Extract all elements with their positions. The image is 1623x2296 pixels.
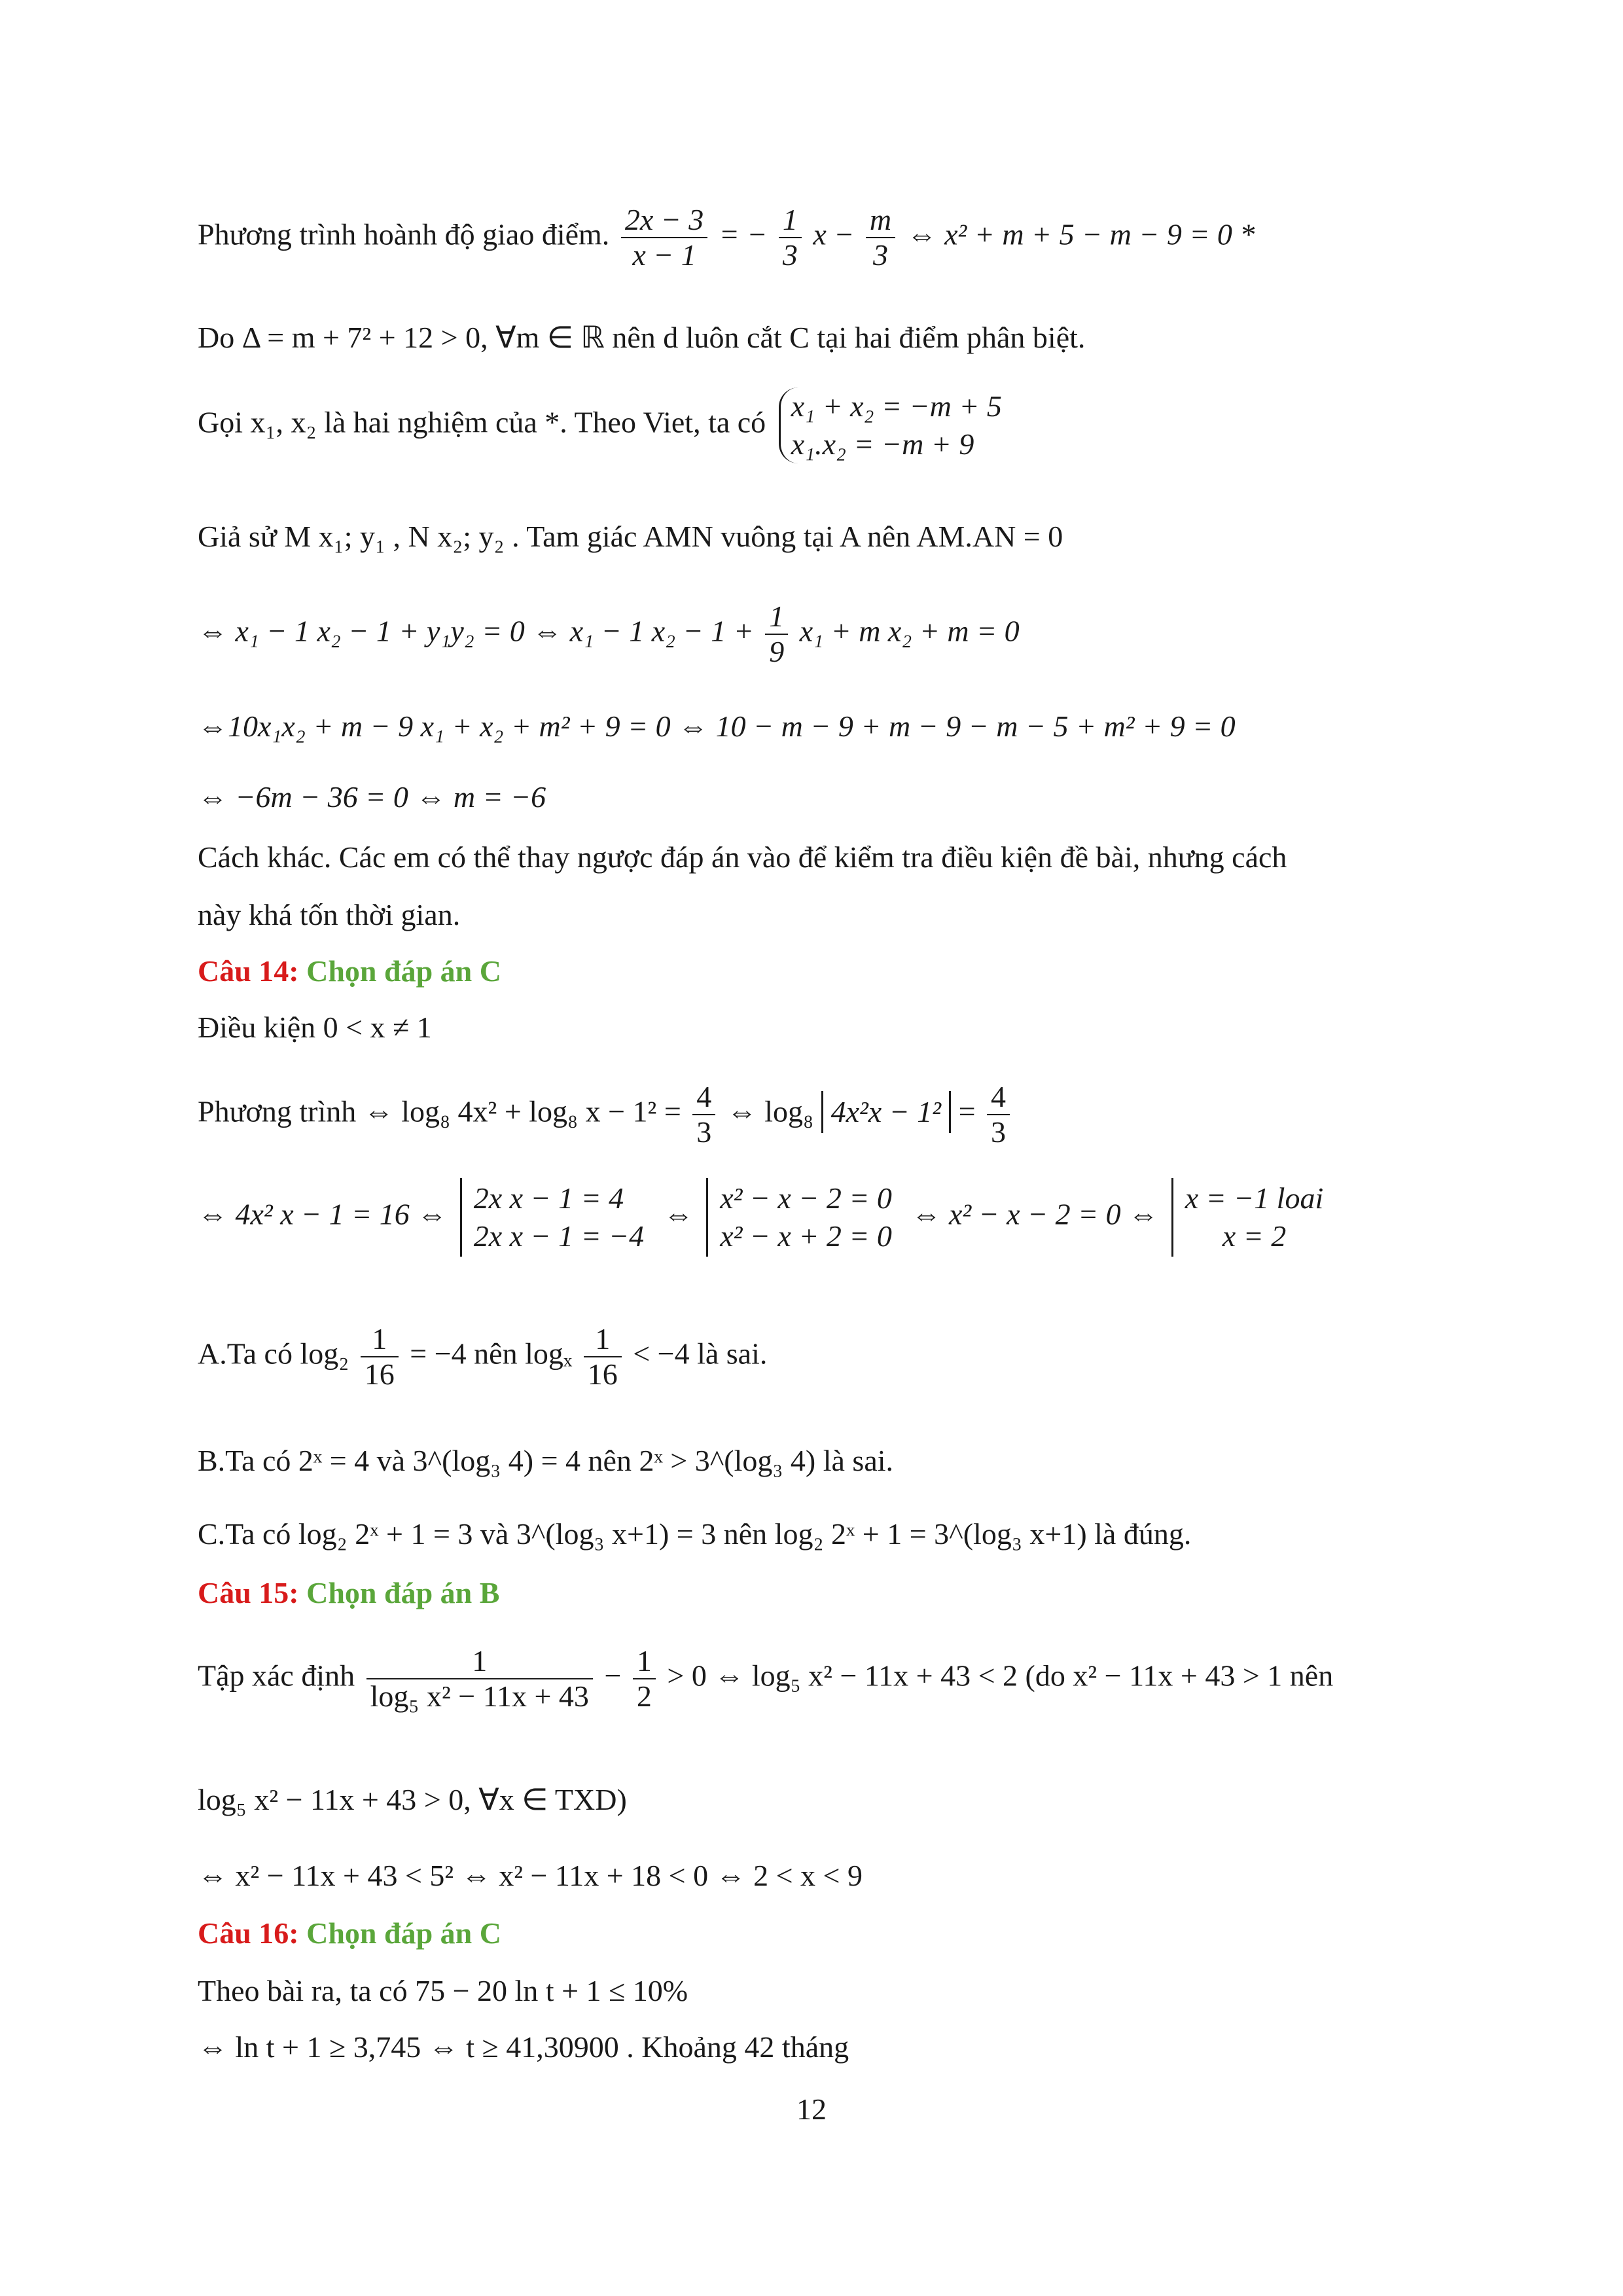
fraction (633, 1644, 656, 1713)
math-text: ⇔ x² − x − 2 = 0 ⇔ (911, 1197, 1159, 1231)
fraction-denominator: x − 1 (632, 238, 696, 272)
fraction (866, 203, 895, 272)
fraction-numerator: 4 (987, 1080, 1010, 1115)
case-bracket (1171, 1178, 1330, 1257)
math-text: ⇔ (663, 1197, 694, 1231)
question-14-header (198, 953, 501, 990)
math-text: = (958, 1094, 976, 1128)
fraction (779, 203, 802, 272)
fraction-denominator: 16 (587, 1357, 618, 1391)
answer-label: Chọn đáp án C (306, 1916, 501, 1950)
question-number: Câu 14: (198, 954, 299, 988)
result-line: ⇔ −6m − 36 = 0 ⇔ m = −6 (198, 780, 546, 814)
alternative-note-line: Cách khác. Các em có thể thay ngược đáp án vào để kiểm tra điều kiện đề bài, nhưng cách (198, 840, 1287, 874)
math-text: = − (719, 217, 768, 251)
math-text: x − (813, 217, 855, 251)
math-text: < −4 là sai. (633, 1336, 768, 1371)
fraction (621, 203, 707, 272)
fraction-denominator: 3 (782, 238, 798, 272)
fraction-denominator: 3 (991, 1115, 1007, 1149)
fraction-denominator: 2 (636, 1679, 652, 1713)
page-number: 12 (796, 2092, 827, 2126)
fraction-numerator: m (866, 203, 895, 238)
log-equation-line (198, 1080, 1014, 1149)
fraction-denominator: log₅ x² − 11x + 43 (370, 1679, 589, 1713)
domain-line (198, 1644, 1333, 1713)
math-text: x₁ + m x₂ + m = 0 (799, 614, 1020, 648)
case-bracket (460, 1178, 651, 1257)
fraction-numerator: 1 (584, 1322, 622, 1357)
case-row: x² − x + 2 = 0 (720, 1219, 892, 1253)
bracket-expression: 4x²x − 1² (821, 1091, 951, 1133)
fraction (366, 1644, 593, 1713)
math-text: − (604, 1659, 622, 1693)
math-text: ⇔ x² + m + 5 − m − 9 = 0 * (906, 217, 1255, 251)
case-row: x² − x − 2 = 0 (720, 1181, 892, 1215)
system-row: x₁.x₂ = −m + 9 (791, 427, 974, 461)
viet-intro: Gọi x₁, x₂ là hai nghiệm của *. Theo Viet, ta có (198, 405, 766, 439)
fraction (765, 600, 788, 669)
fraction-numerator: 1 (366, 1644, 593, 1679)
fraction-numerator: 4 (692, 1080, 715, 1115)
case-row: 2x x − 1 = −4 (473, 1219, 645, 1253)
inequality-line: ⇔ x² − 11x + 43 < 5² ⇔ x² − 11x + 18 < 0 ⇔ 2 < x < 9 (198, 1859, 863, 1892)
fraction-numerator: 1 (779, 203, 802, 238)
fraction (361, 1322, 399, 1391)
case-bracket (706, 1178, 899, 1257)
math-text: A.Ta có log₂ (198, 1336, 349, 1371)
problem-setup-line: Theo bài ra, ta có 75 − 20 ln t + 1 ≤ 10% (198, 1974, 688, 2007)
fraction (987, 1080, 1010, 1149)
question-number: Câu 16: (198, 1916, 299, 1950)
viet-line (198, 387, 1002, 463)
case-row: 2x x − 1 = 4 (473, 1181, 624, 1215)
fraction-numerator: 1 (633, 1644, 656, 1679)
math-text: Tập xác định (198, 1659, 355, 1693)
fraction-denominator: 3 (872, 238, 888, 272)
option-c-line: C.Ta có log₂ 2ˣ + 1 = 3 và 3^(log₃ x+1) = 3 nên log₂ 2ˣ + 1 = 3^(log₃ x+1) là đúng. (198, 1517, 1192, 1551)
fraction-denominator: 16 (364, 1357, 395, 1391)
option-b-line: B.Ta có 2ˣ = 4 và 3^(log₃ 4) = 4 nên 2ˣ > 3^(log₃ 4) là sai. (198, 1444, 894, 1477)
math-text: ⇔ x₁ − 1 x₂ − 1 + y₁y₂ = 0 ⇔ x₁ − 1 x₂ − 1 + (198, 614, 754, 648)
alternative-note-line: này khá tốn thời gian. (198, 898, 461, 931)
fraction-denominator: 9 (769, 635, 785, 668)
equation-line (198, 600, 1020, 669)
domain-note-line: log₅ x² − 11x + 43 > 0, ∀x ∈ TXD) (198, 1783, 627, 1816)
case-row: x = −1 loai (1185, 1181, 1324, 1215)
intersection-equation-line (198, 203, 1255, 272)
equation-line: ⇔10x₁x₂ + m − 9 x₁ + x₂ + m² + 9 = 0 ⇔ 10 − m − 9 + m − 9 − m − 5 + m² + 9 = 0 (198, 709, 1236, 743)
condition-line: Điều kiện 0 < x ≠ 1 (198, 1011, 432, 1044)
fraction (584, 1322, 622, 1391)
math-text: > 0 ⇔ log₅ x² − 11x + 43 < 2 (do x² − 11x + 43 > 1 nên (667, 1659, 1334, 1693)
fraction (692, 1080, 715, 1149)
question-15-header (198, 1575, 499, 1611)
fraction-numerator: 1 (765, 600, 788, 635)
math-text: = −4 nên logₓ (410, 1336, 573, 1371)
answer-label: Chọn đáp án B (306, 1576, 500, 1609)
system-row: x₁ + x₂ = −m + 5 (791, 389, 1002, 423)
case-row: x = 2 (1222, 1219, 1287, 1253)
option-a-line (198, 1322, 767, 1391)
math-text: ⇔ 4x² x − 1 = 16 ⇔ (198, 1197, 448, 1231)
intersection-intro: Phương trình hoành độ giao điểm. (198, 217, 610, 251)
question-16-header (198, 1915, 501, 1952)
solution-line: ⇔ ln t + 1 ≥ 3,745 ⇔ t ≥ 41,30900 . Khoảng 42 tháng (198, 2030, 849, 2064)
fraction-numerator: 1 (361, 1322, 399, 1357)
case-analysis-line (198, 1178, 1335, 1257)
question-number: Câu 15: (198, 1576, 299, 1609)
fraction-denominator: 3 (696, 1115, 712, 1149)
fraction-numerator: 2x − 3 (621, 203, 707, 238)
right-angle-condition-line: Giả sử M x₁; y₁ , N x₂; y₂ . Tam giác AMN vuông tại A nên AM.AN = 0 (198, 520, 1063, 553)
discriminant-line: Do Δ = m + 7² + 12 > 0, ∀m ∈ ℝ nên d luôn cắt C tại hai điểm phân biệt. (198, 321, 1086, 354)
math-text: ⇔ log₈ (726, 1094, 814, 1128)
answer-label: Chọn đáp án C (306, 954, 501, 988)
math-text: Phương trình ⇔ log₈ 4x² + log₈ x − 1² = (198, 1094, 681, 1128)
equation-system (779, 387, 1002, 463)
